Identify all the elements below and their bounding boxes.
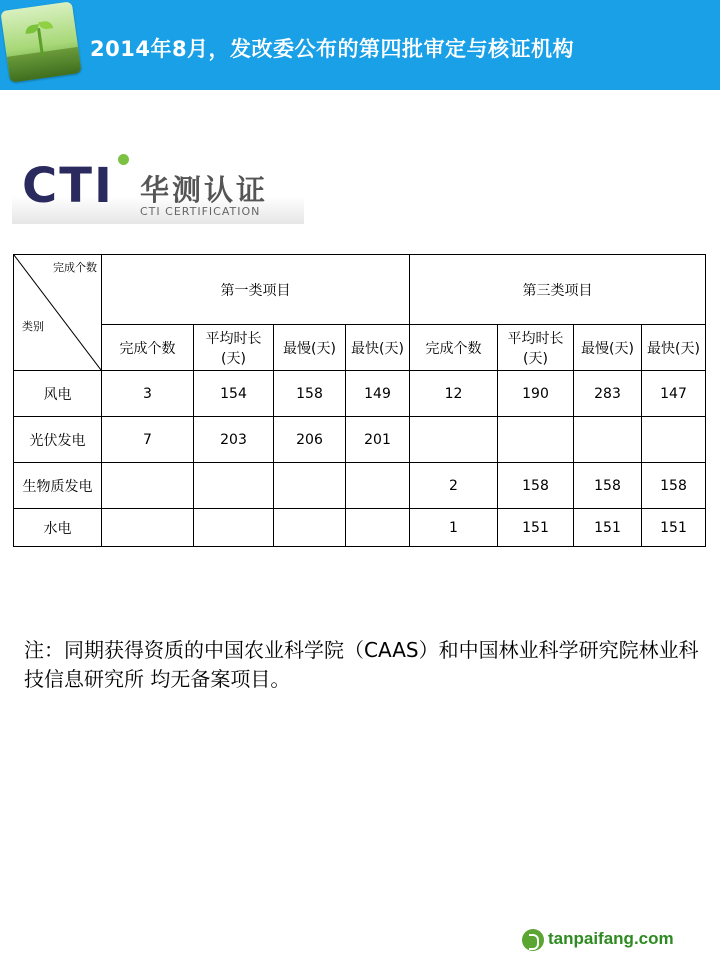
table-row	[14, 417, 706, 463]
table-row	[14, 371, 706, 417]
footnote: 注：同期获得资质的中国农业科学院（CAAS）和中国林业科学研究院林业科技信息研究所 均无备案项目。	[24, 638, 699, 691]
table-cell: 151	[642, 509, 706, 547]
institution-table	[13, 254, 706, 547]
cti-logo	[12, 154, 304, 224]
table-cell: 158	[642, 463, 706, 509]
group-header-1: 第一类项目	[102, 255, 410, 325]
corner-header	[14, 255, 102, 371]
table-cell: 206	[274, 417, 346, 463]
table-cell	[194, 463, 274, 509]
table-cell	[102, 463, 194, 509]
subheader: 最慢(天)	[574, 325, 642, 371]
page-title: 2014年8月，发改委公布的第四批审定与核证机构	[90, 37, 575, 61]
corner-top-label: 完成个数	[53, 261, 97, 274]
subheader: 最慢(天)	[274, 325, 346, 371]
logo-mark: CTI	[22, 158, 114, 214]
subheader: 平均时长(天)	[194, 325, 274, 371]
table-cell: 151	[498, 509, 574, 547]
table-cell: 158	[498, 463, 574, 509]
table-cell: 149	[346, 371, 410, 417]
table-cell: 7	[102, 417, 194, 463]
table-cell	[194, 509, 274, 547]
row-category: 水电	[14, 509, 102, 547]
table-cell: 147	[642, 371, 706, 417]
watermark-text: tanpaifang.com	[548, 929, 674, 948]
table-cell	[346, 463, 410, 509]
group-header-2: 第三类项目	[410, 255, 706, 325]
row-category: 光伏发电	[14, 417, 102, 463]
table-cell	[574, 417, 642, 463]
table-cell	[274, 463, 346, 509]
table-row	[14, 463, 706, 509]
logo-english-name: CTI CERTIFICATION	[140, 205, 261, 218]
subheader: 平均时长(天)	[498, 325, 574, 371]
seedling-photo	[0, 1, 81, 82]
table-cell	[346, 509, 410, 547]
table-cell: 12	[410, 371, 498, 417]
table-cell	[102, 509, 194, 547]
subheader: 最快(天)	[346, 325, 410, 371]
table-cell: 151	[574, 509, 642, 547]
tanpaifang-logo-icon	[522, 929, 544, 951]
table-cell: 203	[194, 417, 274, 463]
subheader: 完成个数	[102, 325, 194, 371]
table-row	[14, 509, 706, 547]
table-cell: 201	[346, 417, 410, 463]
table-cell: 1	[410, 509, 498, 547]
corner-bottom-label: 类别	[22, 320, 44, 333]
subheader: 最快(天)	[642, 325, 706, 371]
row-category: 风电	[14, 371, 102, 417]
table-cell	[410, 417, 498, 463]
table-cell	[498, 417, 574, 463]
table-cell: 190	[498, 371, 574, 417]
logo-chinese-name: 华测认证	[140, 173, 269, 207]
logo-dot-icon	[118, 154, 129, 165]
subheader: 完成个数	[410, 325, 498, 371]
table-cell: 158	[274, 371, 346, 417]
table-cell: 154	[194, 371, 274, 417]
table-cell: 3	[102, 371, 194, 417]
title-bar	[0, 0, 720, 90]
table-cell: 158	[574, 463, 642, 509]
row-category: 生物质发电	[14, 463, 102, 509]
table-cell: 283	[574, 371, 642, 417]
table-cell: 2	[410, 463, 498, 509]
table-cell	[274, 509, 346, 547]
table-cell	[642, 417, 706, 463]
